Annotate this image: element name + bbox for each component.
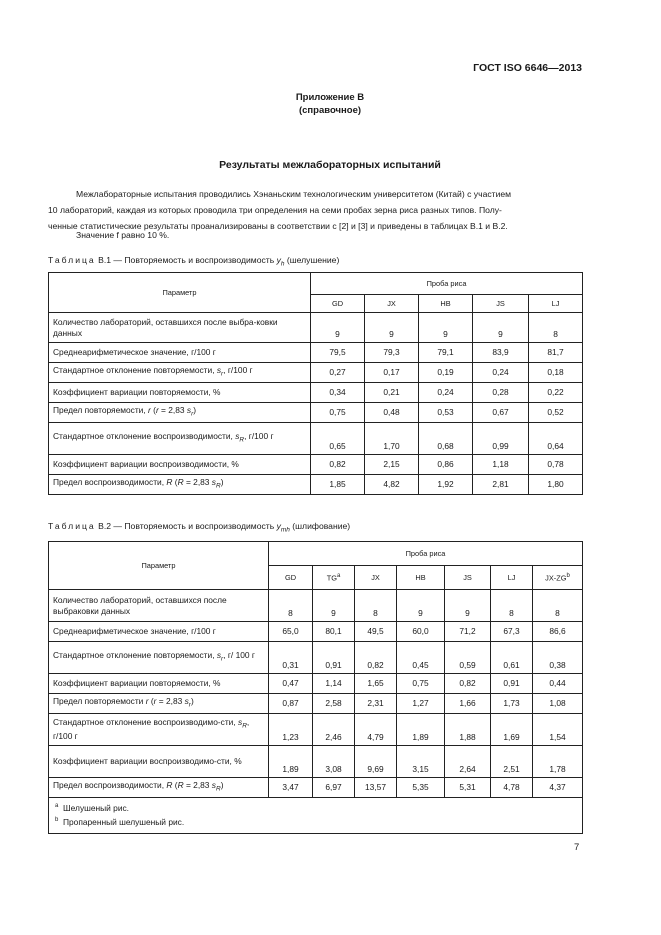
table-cell: 0,48 <box>365 403 419 423</box>
table-cell: 80,1 <box>313 622 355 642</box>
row-label: Предел повторяемости r (r = 2,83 $s_r$) <box>49 694 269 714</box>
table-cell: 8 <box>355 590 397 622</box>
table-cell: 67,3 <box>491 622 533 642</box>
table-cell: 0,67 <box>473 403 529 423</box>
table-cell: 1,73 <box>491 694 533 714</box>
table-cell: 9 <box>473 313 529 343</box>
table-row <box>49 622 583 642</box>
table-cell: 0,24 <box>473 363 529 383</box>
table-row <box>49 475 583 495</box>
footnote-b: $^b$ Пропаренный шелушеный рис. <box>55 816 185 827</box>
table-cell: 81,7 <box>529 343 583 363</box>
table1-sample-header: HB <box>419 295 473 313</box>
table-cell: 9 <box>311 313 365 343</box>
table-cell: 2,46 <box>313 714 355 746</box>
row-label: Предел повторяемости, r (r = 2,83 $s_r$) <box>49 403 311 423</box>
row-label: Коэффициент вариации воспроизводимости, % <box>49 455 311 475</box>
table-cell: 0,91 <box>491 674 533 694</box>
table-cell: 0,82 <box>445 674 491 694</box>
row-label: Стандартное отклонение повторяемости, $s_r$, г/ 100 г <box>49 642 269 674</box>
table-row <box>49 746 583 778</box>
row-label: Предел воспроизводимости, R (R = 2,83 $s_R$) <box>49 475 311 495</box>
table-cell: 83,9 <box>473 343 529 363</box>
table1-param-header: Параметр <box>49 273 311 313</box>
table2-sample-header: GD <box>269 566 313 590</box>
table-cell: 0,21 <box>365 383 419 403</box>
table-cell: 0,53 <box>419 403 473 423</box>
table-cell: 0,99 <box>473 423 529 455</box>
table-cell: 0,17 <box>365 363 419 383</box>
table-cell: 0,68 <box>419 423 473 455</box>
table2-sample-header: JX <box>355 566 397 590</box>
table-cell: 0,91 <box>313 642 355 674</box>
table-cell: 0,18 <box>529 363 583 383</box>
row-label: Коэффициент вариации повторяемости, % <box>49 674 269 694</box>
row-label: Коэффициент вариации повторяемости, % <box>49 383 311 403</box>
table-cell: 65,0 <box>269 622 313 642</box>
table-cell: 0,82 <box>311 455 365 475</box>
table-cell: 4,79 <box>355 714 397 746</box>
table-cell: 0,45 <box>397 642 445 674</box>
table-cell: 0,87 <box>269 694 313 714</box>
table-row <box>49 590 583 622</box>
table-cell: 8 <box>533 590 583 622</box>
table-cell: 4,78 <box>491 778 533 798</box>
table-cell: 79,1 <box>419 343 473 363</box>
table-cell: 1,92 <box>419 475 473 495</box>
table-cell: 9 <box>445 590 491 622</box>
table-cell: 71,2 <box>445 622 491 642</box>
row-label: Среднеарифметическое значение, г/100 г <box>49 622 269 642</box>
table-cell: 3,15 <box>397 746 445 778</box>
appendix-title: Приложение В <box>295 92 365 103</box>
table-cell: 79,3 <box>365 343 419 363</box>
table-cell: 0,52 <box>529 403 583 423</box>
table1-sample-header: JS <box>473 295 529 313</box>
table-cell: 1,78 <box>533 746 583 778</box>
table-cell: 2,15 <box>365 455 419 475</box>
table-row <box>49 383 583 403</box>
table-cell: 9 <box>397 590 445 622</box>
table-cell: 1,70 <box>365 423 419 455</box>
table-cell: 0,31 <box>269 642 313 674</box>
table-cell: 3,08 <box>313 746 355 778</box>
table2-sample-header: JS <box>445 566 491 590</box>
table-cell: 0,38 <box>533 642 583 674</box>
table-row <box>49 674 583 694</box>
table1-group-header: Проба риса <box>311 273 583 295</box>
row-label: Предел воспроизводимости, R (R = 2,83 $s_R$) <box>49 778 269 798</box>
table2-sample-header: LJ <box>491 566 533 590</box>
table-cell: 0,44 <box>533 674 583 694</box>
table2-group-header: Проба риса <box>269 542 583 566</box>
table-cell: 0,59 <box>445 642 491 674</box>
table-cell: 5,31 <box>445 778 491 798</box>
table-cell: 0,65 <box>311 423 365 455</box>
table-cell: 8 <box>529 313 583 343</box>
row-label: Количество лабораторий, оставшихся после выбра-ковки данных <box>49 313 311 343</box>
table-cell: 0,78 <box>529 455 583 475</box>
table-cell: 8 <box>269 590 313 622</box>
table-cell: 9 <box>313 590 355 622</box>
table-cell: 1,18 <box>473 455 529 475</box>
table-row <box>49 642 583 674</box>
table1-caption: Таблица В.1 — Повторяемость и воспроизводимость $y_h$ (шелушение) <box>48 255 340 268</box>
table-cell: 1,88 <box>445 714 491 746</box>
table2-sample-header: HB <box>397 566 445 590</box>
table-cell: 1,80 <box>529 475 583 495</box>
table1 <box>48 272 583 495</box>
section-title: Результаты межлабораторных испытаний <box>219 159 441 171</box>
table1-sample-header: GD <box>311 295 365 313</box>
table-cell: 60,0 <box>397 622 445 642</box>
table-cell: 9,69 <box>355 746 397 778</box>
table-row <box>49 714 583 746</box>
table-cell: 0,19 <box>419 363 473 383</box>
table-cell: 2,51 <box>491 746 533 778</box>
table-cell: 4,82 <box>365 475 419 495</box>
table2-caption: Таблица В.2 — Повторяемость и воспроизводимость $y_{mh}$ (шлифование) <box>48 521 351 534</box>
standard-header: ГОСТ ISO 6646—2013 <box>473 62 582 74</box>
table-cell: 1,69 <box>491 714 533 746</box>
table-row <box>49 694 583 714</box>
table-row <box>49 313 583 343</box>
table-cell: 79,5 <box>311 343 365 363</box>
footnote-a: $^a$ Шелушеный рис. <box>55 802 130 813</box>
row-label: Стандартное отклонение воспроизводимо-сти, $s_R$, г/100 г <box>49 714 269 746</box>
table-row <box>49 778 583 798</box>
table-cell: 2,58 <box>313 694 355 714</box>
table-cell: 1,66 <box>445 694 491 714</box>
table-cell: 9 <box>419 313 473 343</box>
table-cell: 0,24 <box>419 383 473 403</box>
table-cell: 1,14 <box>313 674 355 694</box>
row-label: Среднеарифметическое значение, г/100 г <box>49 343 311 363</box>
table2-sample-header: $TG^a$ <box>313 566 355 590</box>
page-number: 7 <box>574 842 580 853</box>
table-cell: 9 <box>365 313 419 343</box>
table-cell: 6,97 <box>313 778 355 798</box>
table-cell: 0,27 <box>311 363 365 383</box>
table-cell: 49,5 <box>355 622 397 642</box>
table-cell: 1,89 <box>397 714 445 746</box>
row-label: Стандартное отклонение воспроизводимости, $s_R$, г/100 г <box>49 423 311 455</box>
intro-line-4: Значение f равно 10 %. <box>76 230 170 240</box>
table2-sample-header: $JX-ZG^b$ <box>533 566 583 590</box>
table-row <box>49 343 583 363</box>
table-row <box>49 423 583 455</box>
row-label: Коэффициент вариации воспроизводимо-сти, % <box>49 746 269 778</box>
table-cell: 1,85 <box>311 475 365 495</box>
table-cell: 0,61 <box>491 642 533 674</box>
table1-sample-header: JX <box>365 295 419 313</box>
table-cell: 0,75 <box>397 674 445 694</box>
table2 <box>48 541 583 834</box>
table-cell: 0,22 <box>529 383 583 403</box>
table-cell: 86,6 <box>533 622 583 642</box>
table-cell: 8 <box>491 590 533 622</box>
appendix-subtitle: (справочное) <box>298 105 362 116</box>
table-cell: 3,47 <box>269 778 313 798</box>
table-row <box>49 403 583 423</box>
table-cell: 2,81 <box>473 475 529 495</box>
table-cell: 1,89 <box>269 746 313 778</box>
intro-line-1: Межлабораторные испытания проводились Хэнаньским технологическим университетом (Китай) с участием <box>76 189 512 199</box>
table-cell: 0,64 <box>529 423 583 455</box>
table2-notes <box>49 798 583 834</box>
table-row <box>49 455 583 475</box>
table-cell: 1,23 <box>269 714 313 746</box>
table-cell: 0,86 <box>419 455 473 475</box>
table-row <box>49 363 583 383</box>
table-cell: 1,08 <box>533 694 583 714</box>
table-cell: 0,28 <box>473 383 529 403</box>
table2-param-header: Параметр <box>49 542 269 590</box>
row-label: Количество лабораторий, оставшихся после выбраковки данных <box>49 590 269 622</box>
table-cell: 1,27 <box>397 694 445 714</box>
table-cell: 0,75 <box>311 403 365 423</box>
table-cell: 13,57 <box>355 778 397 798</box>
table1-sample-header: LJ <box>529 295 583 313</box>
table-cell: 2,31 <box>355 694 397 714</box>
table-cell: 1,65 <box>355 674 397 694</box>
table-cell: 0,34 <box>311 383 365 403</box>
table-cell: 5,35 <box>397 778 445 798</box>
table-cell: 2,64 <box>445 746 491 778</box>
table-cell: 0,82 <box>355 642 397 674</box>
table-cell: 0,47 <box>269 674 313 694</box>
row-label: Стандартное отклонение повторяемости, $s_r$, г/100 г <box>49 363 311 383</box>
intro-line-3: ченные статистические результаты проанализированы в соответствии с [2] и [3] и приведены в таблицах В.1 и В.2. <box>48 221 508 231</box>
table-cell: 1,54 <box>533 714 583 746</box>
intro-line-2: 10 лабораторий, каждая из которых проводила три определения на семи пробах зерна риса разных типов. Полу- <box>48 205 502 215</box>
table-cell: 4,37 <box>533 778 583 798</box>
